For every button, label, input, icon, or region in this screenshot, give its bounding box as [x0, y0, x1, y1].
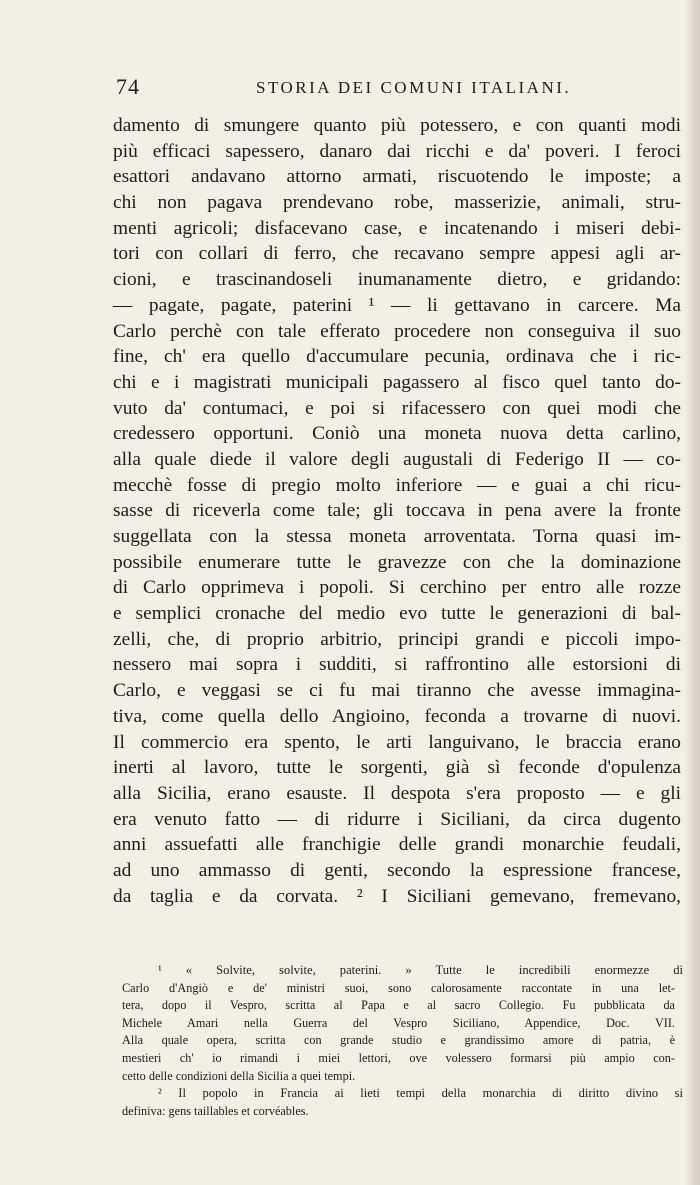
body-line: ad uno ammasso di genti, secondo la espressione francese, [113, 859, 681, 881]
body-line: suggellata con la stessa moneta arroventata. Torna quasi im- [113, 526, 681, 547]
body-line: mecchè fosse di pregio molto inferiore — e guai a chi ricu- [113, 474, 681, 496]
body-line: zelli, che, di proprio arbitrio, principi grandi e piccoli impo- [113, 628, 681, 650]
body-line: e semplici cronache del medio evo tutte le generazioni di bal- [113, 603, 681, 625]
body-line: Carlo, e veggasi se ci fu mai tiranno che avesse immagina- [113, 680, 681, 702]
running-title: STORIA DEI COMUNI ITALIANI. [256, 78, 572, 97]
body-line: chi e i magistrati municipali pagassero al fisco quel tanto do- [113, 371, 681, 393]
footnote-line: Carlo d'Angiò e de' ministri suoi, sono calorosamente raccontate in una let- [122, 980, 675, 995]
page-header [116, 74, 686, 102]
body-line: da taglia e da corvata. ² I Siciliani gemevano, fremevano, [113, 885, 681, 907]
body-line: damento di smungere quanto più potessero, e con quanti modi [113, 115, 681, 136]
body-line: possibile enumerare tutte le gravezze con che la dominazione [113, 551, 681, 573]
body-line: alla Sicilia, erano esauste. Il despota s'era proposto — e gli [113, 782, 681, 804]
body-line: di Carlo opprimeva i popoli. Si cerchino per entro alle rozze [113, 577, 681, 599]
body-line: anni assuefatti alle franchigie delle grandi monarchie feudali, [113, 834, 681, 856]
body-line: — pagate, pagate, paterini ¹ — li gettavano in carcere. Ma [113, 294, 681, 316]
body-line: era venuto fatto — di ridurre i Siciliani, da circa dugento [113, 808, 681, 830]
footnotes [122, 962, 683, 1120]
body-line: tori con collari di ferro, che recavano sempre appesi agli ar- [113, 243, 681, 265]
body-line: più efficaci sapessero, danaro dai ricchi e da' poveri. I feroci [113, 140, 681, 162]
footnote-line: tera, dopo il Vespro, scritta al Papa e al sacro Collegio. Fu pubblicata da [122, 998, 675, 1013]
body-line: menti agricoli; disfacevano case, e incatenando i miseri debi- [113, 217, 681, 239]
body-line: tiva, come quella dello Angioino, feconda a trovarne di nuovi. [113, 705, 681, 727]
body-line: Carlo perchè con tale efferato procedere non conseguiva il suo [113, 320, 681, 342]
footnote-line: Alla quale opera, scritta con grande studio e grandissimo amore di patria, è [122, 1033, 675, 1048]
body-line: nessero mai sopra i sudditi, si raffrontino alle estorsioni di [113, 654, 681, 676]
footnote-line: ¹ « Solvite, solvite, paterini. » Tutte le incredibili enormezze di [158, 963, 683, 977]
page-number: 74 [116, 74, 140, 99]
body-line: esattori andavano attorno armati, riscuotendo le imposte; a [113, 166, 681, 188]
body-line: chi non pagava prendevano robe, masserizie, animali, stru- [113, 192, 681, 214]
footnote-line: cetto delle condizioni della Sicilia a quei tempi. [122, 1068, 356, 1083]
body-line: cioni, e trascinandoseli inumanamente dietro, e gridando: [113, 269, 681, 291]
footnote-line: Michele Amari nella Guerra del Vespro Siciliano, Appendice, Doc. VII. [122, 1015, 675, 1030]
footnote-line: definiva: gens taillables et corvéables. [122, 1103, 309, 1118]
footnote-line: mestieri ch' io rimandi i miei lettori, ove volessero formarsi più ampio con- [122, 1050, 675, 1065]
page-edge-shadow [684, 0, 700, 1185]
body-line: alla quale diede il valore degli augustali di Federigo II — co- [113, 448, 681, 470]
body-line: fine, ch' era quello d'accumulare pecunia, ordinava che i ric- [113, 346, 681, 368]
body-line: credessero opportuni. Coniò una moneta nuova detta carlino, [113, 423, 681, 445]
body-line: inerti al lavoro, tutte le sorgenti, già sì feconde d'opulenza [113, 757, 681, 779]
footnote-line: ² Il popolo in Francia ai lieti tempi della monarchia di diritto divino si [158, 1086, 683, 1101]
body-line: vuto da' contumaci, e poi si rifacessero con quei modi che [113, 397, 681, 419]
body-line: sasse di riceverla come tale; gli toccava in pena avere la fronte [113, 500, 681, 522]
body-text [113, 113, 681, 909]
body-line: Il commercio era spento, le arti languivano, le braccia erano [113, 731, 681, 753]
